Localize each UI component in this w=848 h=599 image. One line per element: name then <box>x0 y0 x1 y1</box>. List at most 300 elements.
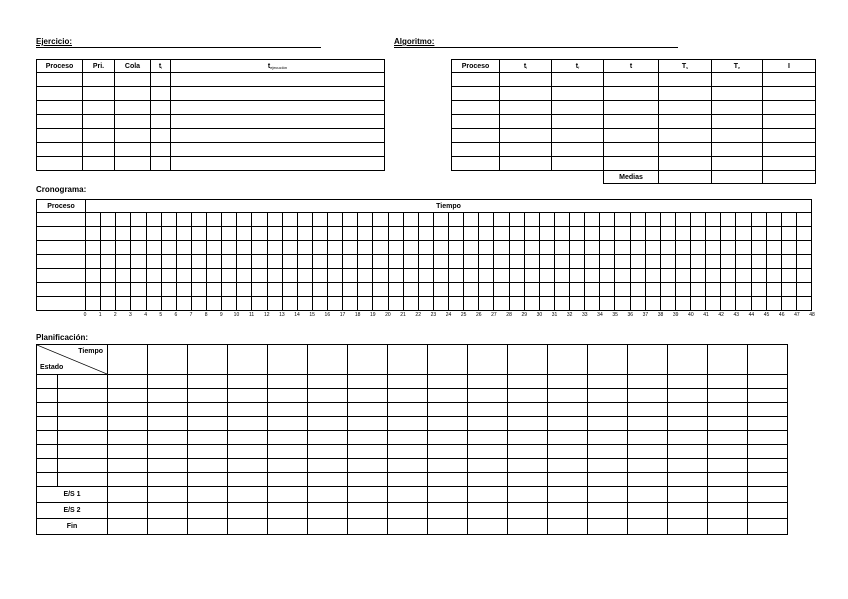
cronograma-time-cell[interactable] <box>751 227 766 241</box>
cronograma-time-cell[interactable] <box>161 255 176 269</box>
cronograma-time-cell[interactable] <box>781 255 796 269</box>
process-cell[interactable] <box>37 87 83 101</box>
planificacion-cell[interactable] <box>148 389 188 403</box>
planificacion-cell[interactable] <box>108 345 148 375</box>
results-cell[interactable] <box>659 129 712 143</box>
cronograma-time-cell[interactable] <box>570 213 585 227</box>
cronograma-time-cell[interactable] <box>297 213 312 227</box>
cronograma-time-cell[interactable] <box>494 213 509 227</box>
results-cell[interactable] <box>604 87 659 101</box>
cronograma-time-cell[interactable] <box>146 297 161 311</box>
cronograma-time-cell[interactable] <box>176 269 191 283</box>
process-cell[interactable] <box>151 73 171 87</box>
cronograma-time-cell[interactable] <box>781 227 796 241</box>
planificacion-cell[interactable] <box>708 487 748 503</box>
cronograma-time-cell[interactable] <box>252 241 267 255</box>
cronograma-time-cell[interactable] <box>207 213 222 227</box>
planificacion-cell[interactable] <box>388 487 428 503</box>
cronograma-time-cell[interactable] <box>751 241 766 255</box>
process-cell[interactable] <box>83 157 115 171</box>
cronograma-time-cell[interactable] <box>297 297 312 311</box>
planificacion-cell[interactable] <box>108 473 148 487</box>
cronograma-time-cell[interactable] <box>464 297 479 311</box>
cronograma-time-cell[interactable] <box>267 241 282 255</box>
cronograma-time-cell[interactable] <box>554 297 569 311</box>
planificacion-cell[interactable] <box>668 445 708 459</box>
process-cell[interactable] <box>151 157 171 171</box>
cronograma-time-cell[interactable] <box>237 255 252 269</box>
results-cell[interactable] <box>659 101 712 115</box>
cronograma-time-cell[interactable] <box>191 297 206 311</box>
cronograma-time-cell[interactable] <box>433 297 448 311</box>
results-cell[interactable] <box>604 73 659 87</box>
planificacion-cell[interactable] <box>228 487 268 503</box>
results-cell[interactable] <box>552 101 604 115</box>
planificacion-cell[interactable] <box>628 375 668 389</box>
planificacion-cell[interactable] <box>308 473 348 487</box>
cronograma-time-cell[interactable] <box>645 227 660 241</box>
cronograma-time-cell[interactable] <box>101 241 116 255</box>
cronograma-time-cell[interactable] <box>751 213 766 227</box>
planificacion-cell[interactable] <box>108 389 148 403</box>
results-cell[interactable] <box>712 157 763 171</box>
cronograma-time-cell[interactable] <box>736 269 751 283</box>
planificacion-cell[interactable] <box>228 417 268 431</box>
results-cell[interactable] <box>763 101 816 115</box>
cronograma-time-cell[interactable] <box>479 227 494 241</box>
cronograma-time-cell[interactable] <box>343 283 358 297</box>
process-cell[interactable] <box>171 115 385 129</box>
cronograma-time-cell[interactable] <box>237 269 252 283</box>
results-cell[interactable] <box>552 73 604 87</box>
cronograma-time-cell[interactable] <box>691 227 706 241</box>
cronograma-time-cell[interactable] <box>328 283 343 297</box>
planificacion-cell[interactable] <box>428 519 468 535</box>
results-cell[interactable] <box>552 129 604 143</box>
cronograma-time-cell[interactable] <box>373 213 388 227</box>
planificacion-cell[interactable] <box>508 403 548 417</box>
planificacion-cell[interactable] <box>628 403 668 417</box>
planificacion-cell[interactable] <box>268 445 308 459</box>
cronograma-time-cell[interactable] <box>312 241 327 255</box>
cronograma-time-cell[interactable] <box>615 227 630 241</box>
planificacion-cell[interactable] <box>468 417 508 431</box>
cronograma-time-cell[interactable] <box>645 213 660 227</box>
state-name-cell[interactable] <box>58 445 108 459</box>
planificacion-cell[interactable] <box>668 389 708 403</box>
planificacion-cell[interactable] <box>508 417 548 431</box>
planificacion-cell[interactable] <box>108 403 148 417</box>
process-cell[interactable] <box>83 129 115 143</box>
cronograma-time-cell[interactable] <box>237 213 252 227</box>
cronograma-time-cell[interactable] <box>691 213 706 227</box>
cronograma-time-cell[interactable] <box>570 227 585 241</box>
process-cell[interactable] <box>171 157 385 171</box>
cronograma-time-cell[interactable] <box>267 283 282 297</box>
planificacion-cell[interactable] <box>228 459 268 473</box>
planificacion-cell[interactable] <box>228 389 268 403</box>
planificacion-cell[interactable] <box>548 445 588 459</box>
planificacion-cell[interactable] <box>428 431 468 445</box>
planificacion-cell[interactable] <box>748 431 788 445</box>
cronograma-process-cell[interactable] <box>37 241 86 255</box>
process-cell[interactable] <box>115 143 151 157</box>
planificacion-cell[interactable] <box>308 431 348 445</box>
process-cell[interactable] <box>115 129 151 143</box>
cronograma-time-cell[interactable] <box>766 283 781 297</box>
planificacion-cell[interactable] <box>348 417 388 431</box>
cronograma-time-cell[interactable] <box>116 241 131 255</box>
planificacion-cell[interactable] <box>188 375 228 389</box>
cronograma-time-cell[interactable] <box>403 255 418 269</box>
cronograma-time-cell[interactable] <box>131 241 146 255</box>
planificacion-cell[interactable] <box>668 375 708 389</box>
cronograma-time-cell[interactable] <box>176 227 191 241</box>
cronograma-time-cell[interactable] <box>297 283 312 297</box>
cronograma-time-cell[interactable] <box>449 269 464 283</box>
planificacion-cell[interactable] <box>708 389 748 403</box>
planificacion-cell[interactable] <box>628 459 668 473</box>
planificacion-cell[interactable] <box>588 389 628 403</box>
planificacion-cell[interactable] <box>388 459 428 473</box>
cronograma-time-cell[interactable] <box>176 297 191 311</box>
process-cell[interactable] <box>151 87 171 101</box>
planificacion-cell[interactable] <box>548 417 588 431</box>
process-cell[interactable] <box>115 87 151 101</box>
cronograma-time-cell[interactable] <box>222 283 237 297</box>
planificacion-cell[interactable] <box>468 487 508 503</box>
cronograma-time-cell[interactable] <box>796 255 811 269</box>
planificacion-cell[interactable] <box>428 403 468 417</box>
cronograma-time-cell[interactable] <box>207 297 222 311</box>
cronograma-process-cell[interactable] <box>37 255 86 269</box>
process-cell[interactable] <box>37 143 83 157</box>
state-name-cell[interactable] <box>58 403 108 417</box>
cronograma-time-cell[interactable] <box>116 227 131 241</box>
cronograma-time-cell[interactable] <box>570 297 585 311</box>
planificacion-cell[interactable] <box>148 445 188 459</box>
cronograma-time-cell[interactable] <box>539 269 554 283</box>
cronograma-process-cell[interactable] <box>37 297 86 311</box>
results-cell[interactable] <box>452 129 500 143</box>
cronograma-time-cell[interactable] <box>146 269 161 283</box>
cronograma-time-cell[interactable] <box>252 213 267 227</box>
cronograma-time-cell[interactable] <box>751 297 766 311</box>
planificacion-cell[interactable] <box>348 375 388 389</box>
cronograma-time-cell[interactable] <box>449 283 464 297</box>
planificacion-cell[interactable] <box>228 503 268 519</box>
state-name-cell[interactable] <box>58 473 108 487</box>
planificacion-cell[interactable] <box>588 519 628 535</box>
planificacion-cell[interactable] <box>628 487 668 503</box>
cronograma-time-cell[interactable] <box>570 283 585 297</box>
cronograma-time-cell[interactable] <box>418 255 433 269</box>
cronograma-time-cell[interactable] <box>101 269 116 283</box>
planificacion-cell[interactable] <box>428 445 468 459</box>
cronograma-time-cell[interactable] <box>267 227 282 241</box>
cronograma-time-cell[interactable] <box>464 227 479 241</box>
planificacion-cell[interactable] <box>508 431 548 445</box>
cronograma-time-cell[interactable] <box>328 255 343 269</box>
cronograma-time-cell[interactable] <box>312 283 327 297</box>
planificacion-cell[interactable] <box>748 519 788 535</box>
cronograma-time-cell[interactable] <box>539 241 554 255</box>
planificacion-cell[interactable] <box>428 459 468 473</box>
cronograma-time-cell[interactable] <box>630 241 645 255</box>
process-cell[interactable] <box>151 101 171 115</box>
results-cell[interactable] <box>763 115 816 129</box>
cronograma-time-cell[interactable] <box>297 241 312 255</box>
planificacion-cell[interactable] <box>588 431 628 445</box>
cronograma-time-cell[interactable] <box>282 255 297 269</box>
process-cell[interactable] <box>37 157 83 171</box>
cronograma-time-cell[interactable] <box>600 283 615 297</box>
cronograma-time-cell[interactable] <box>373 297 388 311</box>
cronograma-time-cell[interactable] <box>630 283 645 297</box>
planificacion-cell[interactable] <box>148 375 188 389</box>
cronograma-time-cell[interactable] <box>252 227 267 241</box>
planificacion-cell[interactable] <box>388 473 428 487</box>
planificacion-cell[interactable] <box>508 389 548 403</box>
cronograma-time-cell[interactable] <box>116 255 131 269</box>
cronograma-time-cell[interactable] <box>554 255 569 269</box>
planificacion-cell[interactable] <box>108 431 148 445</box>
cronograma-time-cell[interactable] <box>328 227 343 241</box>
results-cell[interactable] <box>452 157 500 171</box>
results-cell[interactable] <box>500 73 552 87</box>
cronograma-time-cell[interactable] <box>660 227 675 241</box>
planificacion-cell[interactable] <box>468 431 508 445</box>
planificacion-cell[interactable] <box>268 375 308 389</box>
cronograma-time-cell[interactable] <box>161 213 176 227</box>
cronograma-time-cell[interactable] <box>116 297 131 311</box>
planificacion-cell[interactable] <box>108 459 148 473</box>
planificacion-cell[interactable] <box>628 417 668 431</box>
cronograma-time-cell[interactable] <box>509 269 524 283</box>
state-name-cell[interactable] <box>58 375 108 389</box>
planificacion-cell[interactable] <box>428 345 468 375</box>
results-cell[interactable] <box>500 143 552 157</box>
cronograma-time-cell[interactable] <box>237 283 252 297</box>
planificacion-cell[interactable] <box>108 417 148 431</box>
cronograma-time-cell[interactable] <box>282 283 297 297</box>
results-cell[interactable] <box>452 73 500 87</box>
cronograma-time-cell[interactable] <box>161 269 176 283</box>
cronograma-time-cell[interactable] <box>494 227 509 241</box>
cronograma-time-cell[interactable] <box>660 213 675 227</box>
planificacion-cell[interactable] <box>308 375 348 389</box>
planificacion-cell[interactable] <box>748 473 788 487</box>
cronograma-time-cell[interactable] <box>691 241 706 255</box>
cronograma-time-cell[interactable] <box>736 297 751 311</box>
cronograma-time-cell[interactable] <box>751 255 766 269</box>
cronograma-time-cell[interactable] <box>86 297 101 311</box>
cronograma-time-cell[interactable] <box>615 241 630 255</box>
cronograma-time-cell[interactable] <box>207 255 222 269</box>
cronograma-time-cell[interactable] <box>751 269 766 283</box>
cronograma-time-cell[interactable] <box>539 227 554 241</box>
cronograma-time-cell[interactable] <box>343 255 358 269</box>
cronograma-time-cell[interactable] <box>433 213 448 227</box>
planificacion-cell[interactable] <box>188 519 228 535</box>
process-cell[interactable] <box>115 157 151 171</box>
cronograma-time-cell[interactable] <box>403 283 418 297</box>
cronograma-time-cell[interactable] <box>358 255 373 269</box>
planificacion-cell[interactable] <box>748 403 788 417</box>
cronograma-time-cell[interactable] <box>207 269 222 283</box>
planificacion-cell[interactable] <box>508 459 548 473</box>
cronograma-time-cell[interactable] <box>706 283 721 297</box>
cronograma-time-cell[interactable] <box>449 227 464 241</box>
cronograma-time-cell[interactable] <box>630 213 645 227</box>
cronograma-time-cell[interactable] <box>449 297 464 311</box>
cronograma-time-cell[interactable] <box>630 269 645 283</box>
cronograma-time-cell[interactable] <box>282 269 297 283</box>
planificacion-cell[interactable] <box>548 431 588 445</box>
cronograma-time-cell[interactable] <box>343 269 358 283</box>
cronograma-time-cell[interactable] <box>433 241 448 255</box>
results-cell[interactable] <box>712 101 763 115</box>
cronograma-time-cell[interactable] <box>721 269 736 283</box>
cronograma-time-cell[interactable] <box>101 227 116 241</box>
planificacion-cell[interactable] <box>628 445 668 459</box>
cronograma-time-cell[interactable] <box>131 297 146 311</box>
process-cell[interactable] <box>37 129 83 143</box>
cronograma-time-cell[interactable] <box>524 213 539 227</box>
cronograma-time-cell[interactable] <box>86 227 101 241</box>
planificacion-cell[interactable] <box>748 417 788 431</box>
cronograma-time-cell[interactable] <box>600 241 615 255</box>
planificacion-cell[interactable] <box>388 403 428 417</box>
cronograma-time-cell[interactable] <box>736 283 751 297</box>
results-cell[interactable] <box>763 129 816 143</box>
cronograma-time-cell[interactable] <box>766 269 781 283</box>
results-cell[interactable] <box>500 87 552 101</box>
cronograma-time-cell[interactable] <box>721 227 736 241</box>
planificacion-cell[interactable] <box>268 389 308 403</box>
planificacion-cell[interactable] <box>348 431 388 445</box>
planificacion-cell[interactable] <box>308 503 348 519</box>
process-cell[interactable] <box>115 73 151 87</box>
planificacion-cell[interactable] <box>108 503 148 519</box>
cronograma-time-cell[interactable] <box>509 297 524 311</box>
planificacion-cell[interactable] <box>668 503 708 519</box>
cronograma-time-cell[interactable] <box>116 283 131 297</box>
cronograma-time-cell[interactable] <box>146 241 161 255</box>
cronograma-time-cell[interactable] <box>282 227 297 241</box>
cronograma-time-cell[interactable] <box>86 213 101 227</box>
cronograma-time-cell[interactable] <box>675 283 690 297</box>
cronograma-time-cell[interactable] <box>630 255 645 269</box>
cronograma-time-cell[interactable] <box>751 283 766 297</box>
cronograma-time-cell[interactable] <box>116 269 131 283</box>
planificacion-cell[interactable] <box>508 503 548 519</box>
cronograma-time-cell[interactable] <box>675 255 690 269</box>
planificacion-cell[interactable] <box>748 389 788 403</box>
planificacion-cell[interactable] <box>268 417 308 431</box>
planificacion-cell[interactable] <box>308 519 348 535</box>
cronograma-time-cell[interactable] <box>161 227 176 241</box>
cronograma-time-cell[interactable] <box>433 227 448 241</box>
cronograma-time-cell[interactable] <box>418 297 433 311</box>
cronograma-time-cell[interactable] <box>101 297 116 311</box>
cronograma-time-cell[interactable] <box>403 241 418 255</box>
results-cell[interactable] <box>500 157 552 171</box>
planificacion-cell[interactable] <box>428 503 468 519</box>
results-cell[interactable] <box>604 143 659 157</box>
cronograma-time-cell[interactable] <box>297 269 312 283</box>
results-cell[interactable] <box>659 87 712 101</box>
planificacion-cell[interactable] <box>628 473 668 487</box>
cronograma-time-cell[interactable] <box>222 213 237 227</box>
cronograma-time-cell[interactable] <box>86 283 101 297</box>
planificacion-cell[interactable] <box>228 519 268 535</box>
cronograma-time-cell[interactable] <box>691 283 706 297</box>
planificacion-cell[interactable] <box>348 473 388 487</box>
process-cell[interactable] <box>171 101 385 115</box>
cronograma-time-cell[interactable] <box>736 213 751 227</box>
cronograma-time-cell[interactable] <box>373 283 388 297</box>
planificacion-cell[interactable] <box>468 459 508 473</box>
cronograma-time-cell[interactable] <box>388 241 403 255</box>
cronograma-time-cell[interactable] <box>766 297 781 311</box>
state-name-cell[interactable] <box>58 431 108 445</box>
cronograma-time-cell[interactable] <box>585 255 600 269</box>
cronograma-time-cell[interactable] <box>131 227 146 241</box>
planificacion-cell[interactable] <box>188 389 228 403</box>
cronograma-time-cell[interactable] <box>252 297 267 311</box>
cronograma-time-cell[interactable] <box>554 227 569 241</box>
results-cell[interactable] <box>763 157 816 171</box>
cronograma-time-cell[interactable] <box>796 297 811 311</box>
cronograma-time-cell[interactable] <box>222 241 237 255</box>
cronograma-time-cell[interactable] <box>645 269 660 283</box>
process-cell[interactable] <box>83 115 115 129</box>
cronograma-time-cell[interactable] <box>358 227 373 241</box>
planificacion-cell[interactable] <box>668 459 708 473</box>
cronograma-time-cell[interactable] <box>524 269 539 283</box>
process-cell[interactable] <box>115 115 151 129</box>
cronograma-time-cell[interactable] <box>343 227 358 241</box>
results-cell[interactable] <box>452 101 500 115</box>
planificacion-cell[interactable] <box>628 345 668 375</box>
planificacion-cell[interactable] <box>508 345 548 375</box>
cronograma-time-cell[interactable] <box>297 227 312 241</box>
cronograma-time-cell[interactable] <box>464 213 479 227</box>
cronograma-time-cell[interactable] <box>781 297 796 311</box>
planificacion-cell[interactable] <box>708 375 748 389</box>
cronograma-time-cell[interactable] <box>358 241 373 255</box>
process-cell[interactable] <box>151 129 171 143</box>
planificacion-cell[interactable] <box>268 431 308 445</box>
cronograma-time-cell[interactable] <box>675 269 690 283</box>
planificacion-cell[interactable] <box>268 345 308 375</box>
cronograma-time-cell[interactable] <box>191 283 206 297</box>
planificacion-cell[interactable] <box>348 445 388 459</box>
planificacion-cell[interactable] <box>428 417 468 431</box>
cronograma-time-cell[interactable] <box>675 241 690 255</box>
cronograma-time-cell[interactable] <box>554 269 569 283</box>
results-cell[interactable] <box>500 115 552 129</box>
planificacion-cell[interactable] <box>548 375 588 389</box>
cronograma-time-cell[interactable] <box>146 283 161 297</box>
cronograma-time-cell[interactable] <box>267 269 282 283</box>
cronograma-time-cell[interactable] <box>388 297 403 311</box>
cronograma-time-cell[interactable] <box>116 213 131 227</box>
results-cell[interactable] <box>659 73 712 87</box>
planificacion-cell[interactable] <box>308 389 348 403</box>
cronograma-time-cell[interactable] <box>252 283 267 297</box>
